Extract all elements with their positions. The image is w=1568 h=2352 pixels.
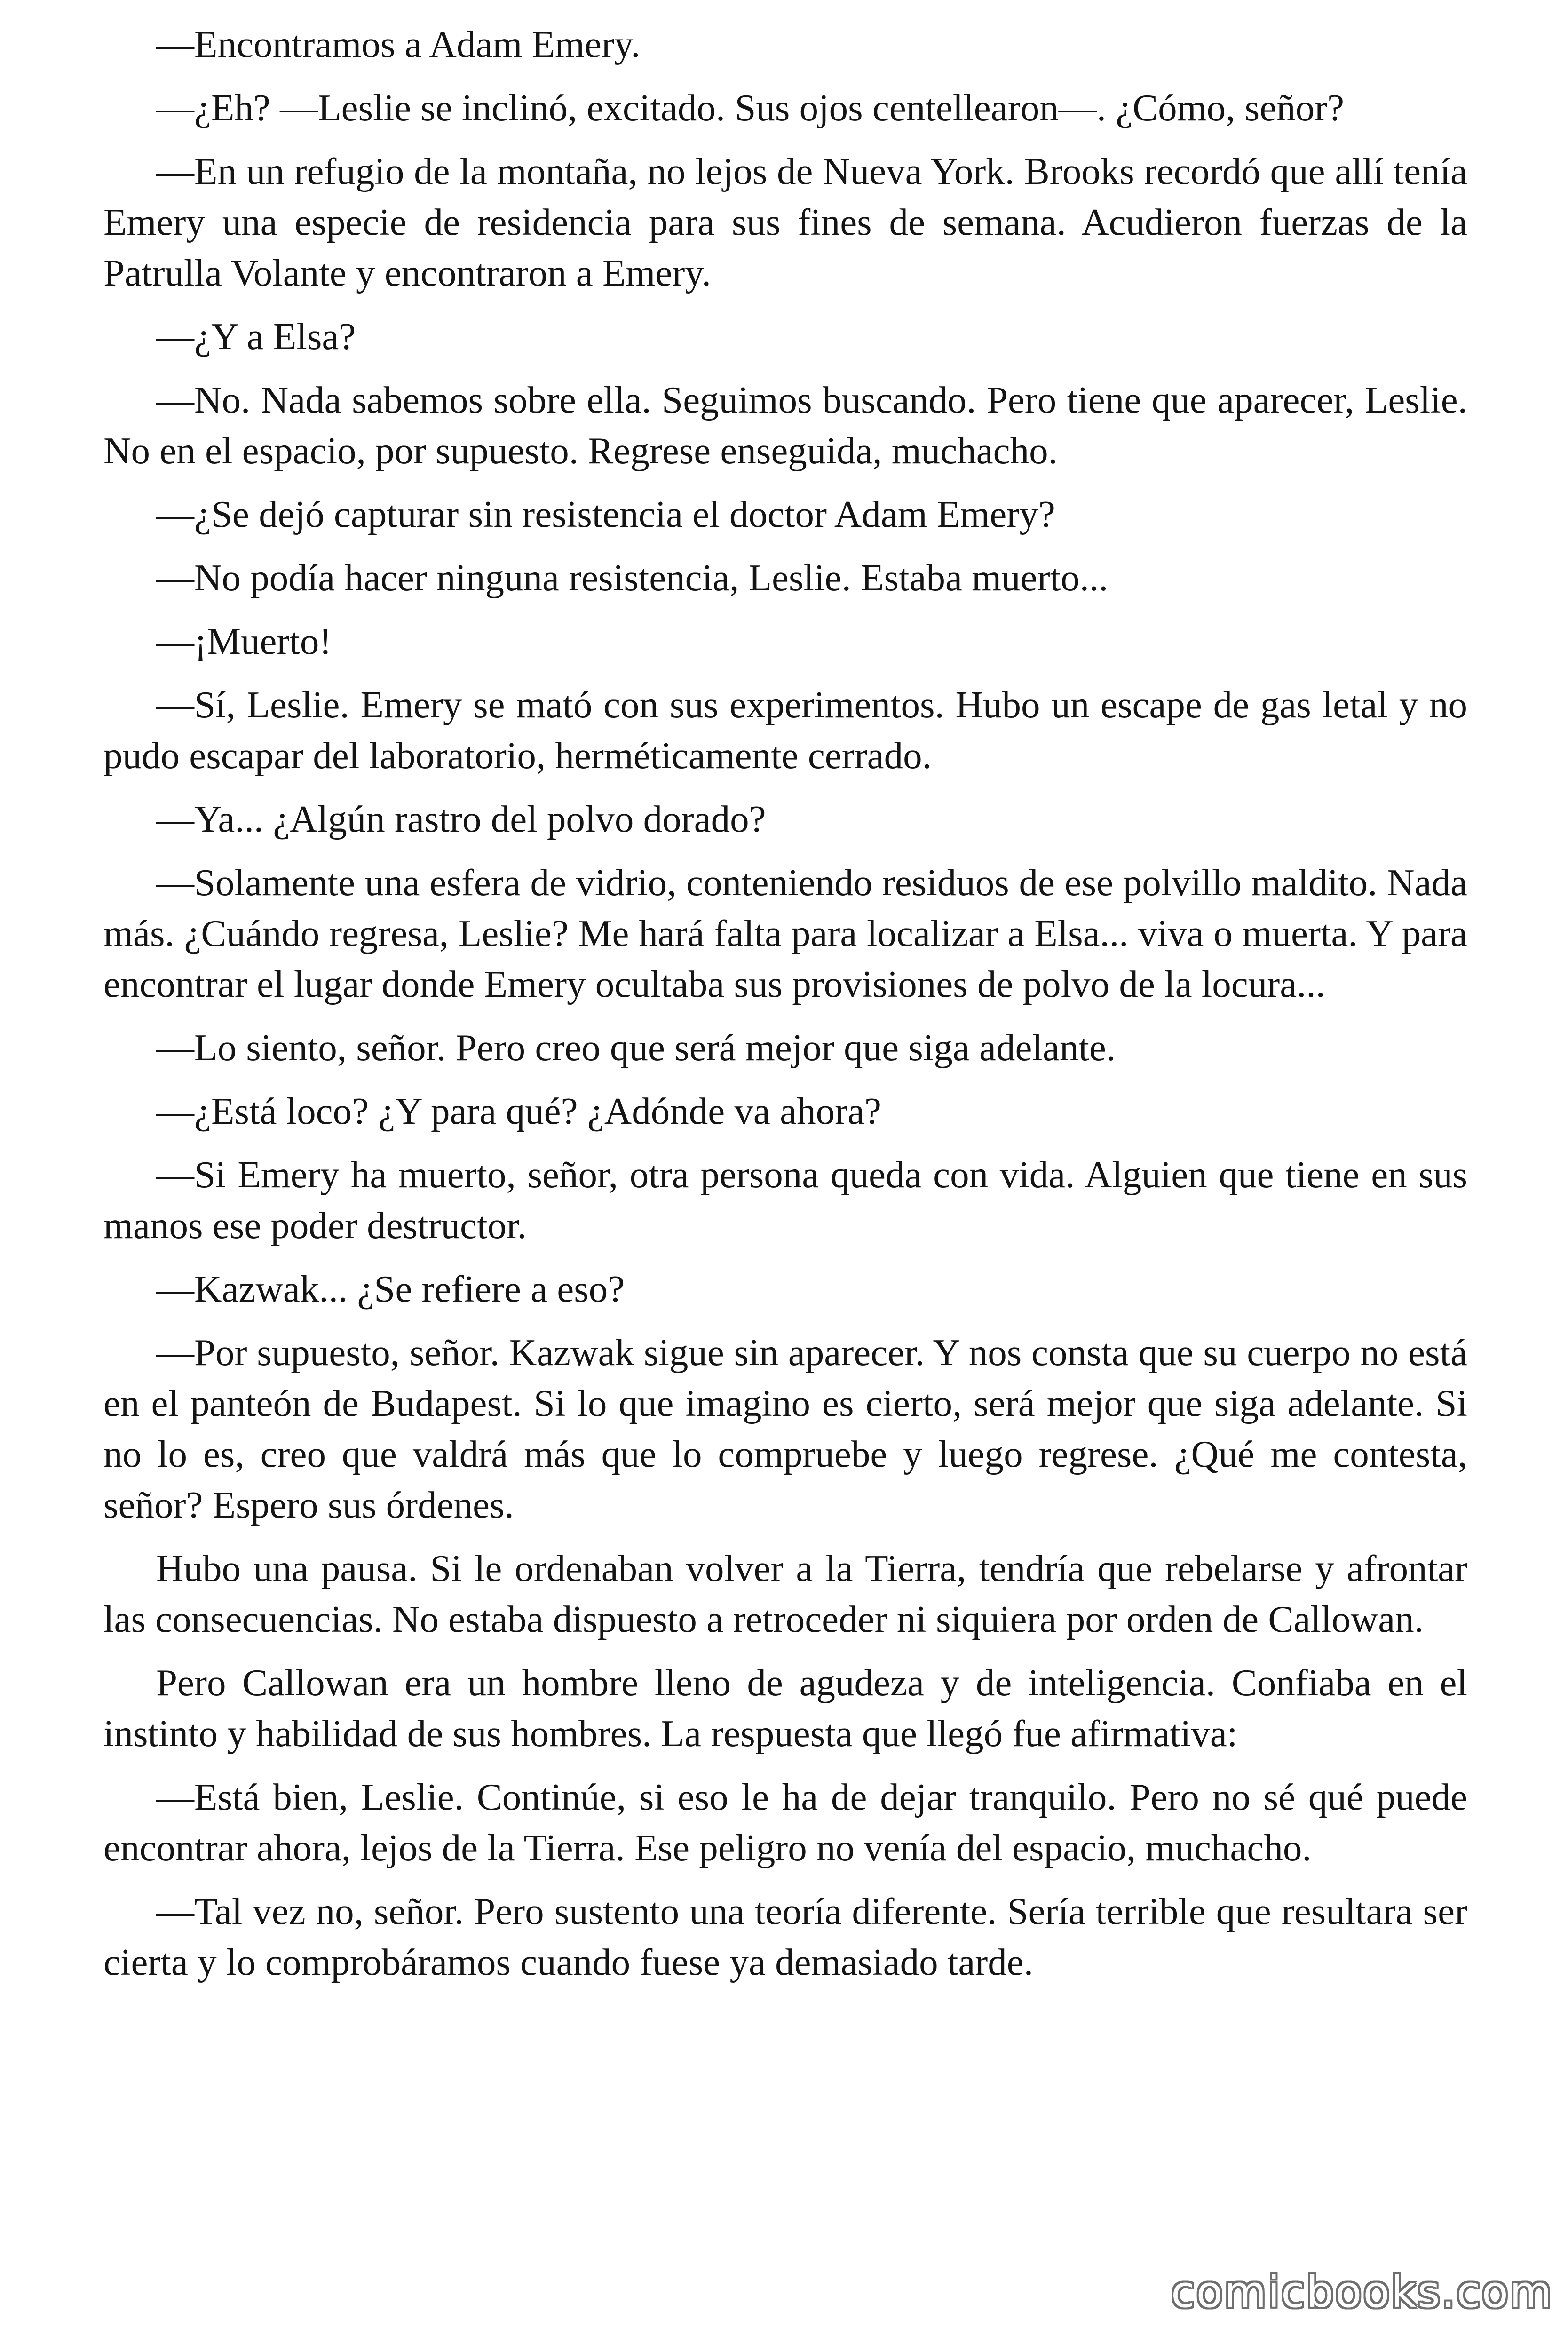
paragraph: —¿Y a Elsa? [156,315,356,358]
paragraph: —Lo siento, señor. Pero creo que será mejor que siga adelante. [156,1026,1116,1069]
paragraph: —¡Muerto! [156,620,332,662]
paragraph: —¿Está loco? ¿Y para qué? ¿Adónde va ahora? [156,1090,881,1132]
paragraph: —En un refugio de la montaña, no lejos de Nueva York. Brooks recordó que allí tenía Emery una especie de residencia para sus fines de semana. Acudieron fuerzas de la Patrulla Volante y encontraron a Emery. [103,150,1467,294]
paragraph: —Está bien, Leslie. Continúe, si eso le ha de dejar tranquilo. Pero no sé qué puede encontrar ahora, lejos de la Tierra. Ese peligro no venía del espacio, muchacho. [103,1776,1467,1869]
paragraph: —Por supuesto, señor. Kazwak sigue sin aparecer. Y nos consta que su cuerpo no está en el panteón de Budapest. Si lo que imagino es cierto, será mejor que siga adelante. Si no lo es, creo que valdrá más que lo compruebe y luego regrese. ¿Qué me contesta, señor? Espero sus órdenes. [103,1331,1467,1526]
paragraph: —Ya... ¿Algún rastro del polvo dorado? [156,798,766,840]
paragraph: Hubo una pausa. Si le ordenaban volver a la Tierra, tendría que rebelarse y afrontar las consecuencias. No estaba dispuesto a retroceder ni siquiera por orden de Callowan. [103,1547,1467,1640]
paragraph: —No podía hacer ninguna resistencia, Leslie. Estaba muerto... [156,556,1109,599]
document-page [103,19,1467,1987]
paragraph: —Tal vez no, señor. Pero sustento una teoría diferente. Sería terrible que resultara ser cierta y lo comprobáramos cuando fuese ya demasiado tarde. [103,1890,1467,1983]
paragraph: —Encontramos a Adam Emery. [156,23,641,65]
paragraph: Pero Callowan era un hombre lleno de agudeza y de inteligencia. Confiaba en el instinto y habilidad de sus hombres. La respuesta que llegó fue afirmativa: [103,1661,1467,1755]
paragraph: —Sí, Leslie. Emery se mató con sus experimentos. Hubo un escape de gas letal y no pudo escapar del laboratorio, herméticamente cerrado. [103,683,1467,777]
paragraph: —¿Se dejó capturar sin resistencia el doctor Adam Emery? [156,493,1055,535]
paragraph: —No. Nada sabemos sobre ella. Seguimos buscando. Pero tiene que aparecer, Leslie. No en el espacio, por supuesto. Regrese enseguida, muchacho. [103,379,1467,472]
paragraph: —Si Emery ha muerto, señor, otra persona queda con vida. Alguien que tiene en sus manos ese poder destructor. [103,1153,1467,1247]
watermark-logo: comicbooks.com [1171,2267,1553,2317]
paragraph: —Solamente una esfera de vidrio, conteniendo residuos de ese polvillo maldito. Nada más. ¿Cuándo regresa, Leslie? Me hará falta para localizar a Elsa... viva o muerta. Y para encontrar el lugar donde Emery ocultaba sus provisiones de polvo de la locura... [103,861,1467,1005]
paragraph: —¿Eh? —Leslie se inclinó, excitado. Sus ojos centellearon—. ¿Cómo, señor? [156,87,1345,129]
paragraph: —Kazwak... ¿Se refiere a eso? [156,1268,625,1310]
